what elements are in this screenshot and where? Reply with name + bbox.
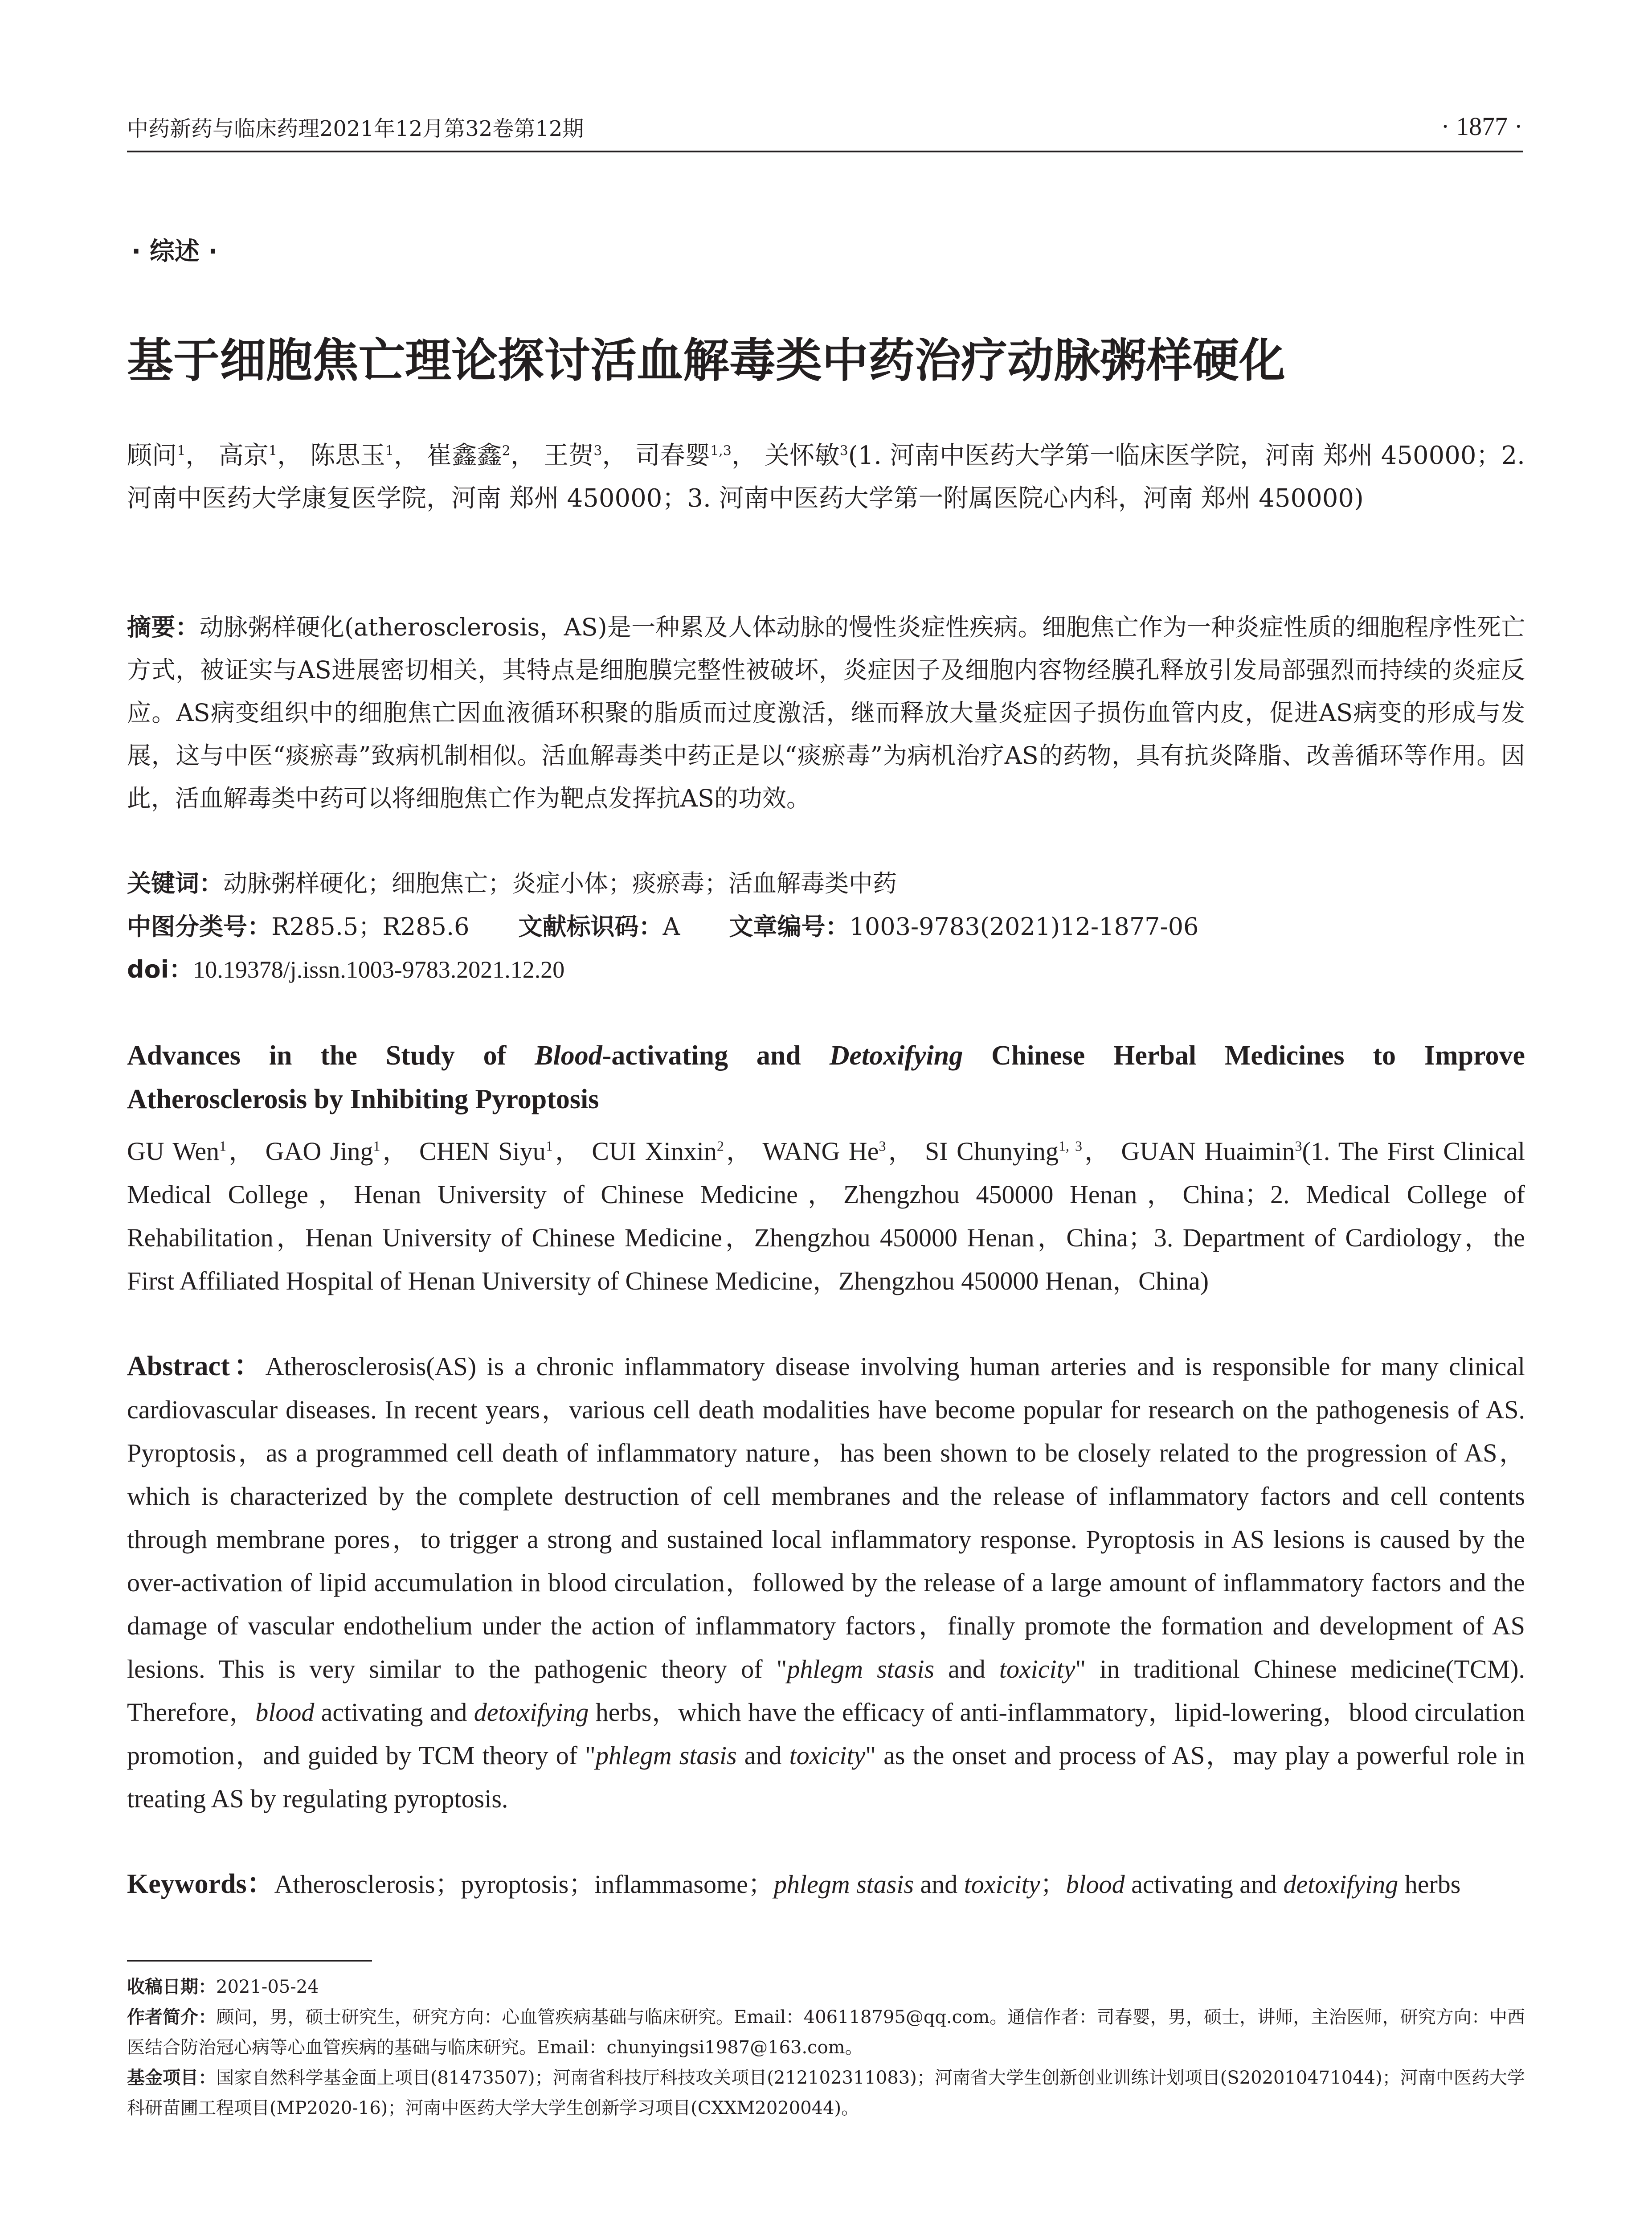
author-name-en: CUI Xinxin$^2$ [592,1137,724,1166]
author-name-en: CHEN Siyu$^1$ [419,1137,553,1166]
author-name: 崔鑫鑫$^2$ [427,441,511,470]
article-title: 基于细胞焦亡理论探讨活血解毒类中药治疗动脉粥样硬化 [127,333,1286,388]
classification-line [127,905,1525,948]
document-code: 文献标识码：A [518,913,680,941]
author-name-en: SI Chunying$^{1, 3}$ [925,1137,1082,1166]
keywords-en: Keywords：Atherosclerosis；pyroptosis；inflammasome；phlegm stasis and toxicity；blood activating and detoxifying herbs [127,1869,1461,1899]
footnote-divider [127,1960,372,1962]
doi-label: doi： [127,955,193,983]
running-header [127,111,1523,152]
abstract-en-label: Abstract： [127,1351,266,1381]
footnote-funding: 基金项目：国家自然科学基金面上项目(81473507)；河南省科技厅科技攻关项目(212102311083)；河南省大学生创新创业训练计划项目(S202010471044)；河南中医药大学科研苗圃工程项目(MP2020-16)；河南中医药大学大学生创新学习项目(CXXM2020044)。 [127,2068,1525,2118]
keywords-cn-text: 动脉粥样硬化；细胞焦亡；炎症小体；痰瘀毒；活血解毒类中药 [223,869,897,897]
author-name-en: GUAN Huaimin$^3$ [1121,1137,1302,1166]
author-name: 顾问$^1$ [127,441,186,470]
abstract-cn-label: 摘要： [127,613,200,641]
footnote-received: 收稿日期：2021-05-24 [127,1977,319,1997]
abstract-cn [127,606,1525,820]
keywords-cn [127,862,1525,905]
author-name-en: GAO Jing$^1$ [265,1137,380,1166]
abstract-en: Abstract：Atherosclerosis(AS) is a chronic inflammatory disease involving human arteries and is responsible for many clinical cardiovascular diseases. In recent years，various cell death modalities have become popular for research on the pathogenesis of AS. Pyroptosis，as a programmed cell death of inflammatory nature，has been shown to be closely related to the progression of AS，which is characterized by the complete destruction of cell membranes and the release of inflammatory factors and cell contents through membrane pores，to trigger a strong and sustained local inflammatory response. Pyroptosis in AS lesions is caused by the over-activation of lipid accumulation in blood circulation，followed by the release of a large amount of inflammatory factors and the damage of vascular endothelium under the action of inflammatory factors，finally promote the formation and development of AS lesions. This is very similar to the pathogenic theory of "phlegm stasis and toxicity" in traditional Chinese medicine(TCM). Therefore，blood activating and detoxifying herbs，which have the efficacy of anti-inflammatory，lipid-lowering，blood circulation promotion，and guided by TCM theory of "phlegm stasis and toxicity" as the onset and process of AS，may play a powerful role in treating AS by regulating pyroptosis. [127,1351,1525,1813]
abstract-cn-text: 动脉粥样硬化(atherosclerosis，AS)是一种累及人体动脉的慢性炎症性疾病。细胞焦亡作为一种炎症性质的细胞程序性死亡方式，被证实与AS进展密切相关，其特点是细胞膜完整性被破坏，炎症因子及细胞内容物经膜孔释放引发局部强烈而持续的炎症反应。AS病变组织中的细胞焦亡因血液循环积聚的脂质而过度激活，继而释放大量炎症因子损伤血管内皮，促进AS病变的形成与发展，这与中医“痰瘀毒”致病机制相似。活血解毒类中药正是以“痰瘀毒”为病机治疗AS的药物，具有抗炎降脂、改善循环等作用。因此，活血解毒类中药可以将细胞焦亡作为靶点发挥抗AS的功效。 [127,613,1525,812]
footnote-author-bio: 作者简介：顾问，男，硕士研究生，研究方向：心血管疾病基础与临床研究。Email：406118795@qq.com。通信作者：司春婴，男，硕士，讲师，主治医师，研究方向：中西医结合防治冠心病等心血管疾病的基础与临床研究。Email：chunyingsi1987@163.com。 [127,2007,1525,2058]
doi-value[interactable]: 10.19378/j.issn.1003-9783.2021.12.20 [193,956,565,983]
author-affiliations-en: (1. The First Clinical Medical College，Henan University of Chinese Medicine，Zhengzhou 450000 Henan，China；2. Medical College of Rehabilitation，Henan University of Chinese Medicine，Zhengzhou 450000 Henan，China；3. Department of Cardiology，the First Affiliated Hospital of Henan University of Chinese Medicine，Zhengzhou 450000 Henan，China) [127,1137,1525,1295]
author-block-en: GU Wen$^1$， GAO Jing$^1$， CHEN Siyu$^1$， CUI Xinxin$^2$， WANG He$^3$， SI Chunying$^{1, 3}$， GUAN Huaimin$^3$(1. The First Clinical Medical College，Henan University of Chinese Medicine，Zhengzhou 450000 Henan，China；2. Medical College of Rehabilitation，Henan University of Chinese Medicine，Zhengzhou 450000 Henan，China；3. Department of Cardiology，the First Affiliated Hospital of Henan University of Chinese Medicine，Zhengzhou 450000 Henan，China) [127,1137,1525,1295]
footnotes [127,1972,1525,2123]
doi-line [127,948,1525,991]
author-affiliations-cn: (1. 河南中医药大学第一临床医学院，河南 郑州 450000；2. 河南中医药大学康复医学院，河南 郑州 450000；3. 河南中医药大学第一附属医院心内科，河南 郑州 450000) [127,441,1525,513]
clc-number: 中图分类号：R285.5；R285.6 [127,913,470,941]
header-divider [127,151,1523,152]
author-name: 司春婴$^{1,3}$ [635,441,732,470]
journal-issue-info: 中药新药与临床药理2021年12月第32卷第12期 [127,116,584,141]
author-name: 陈思玉$^1$ [310,441,394,470]
section-tag: · 综述 · [131,237,218,266]
author-name-en: GU Wen$^1$ [127,1137,227,1166]
author-name: 王贺$^3$ [544,441,602,470]
author-block-cn: 顾问$^1$， 高京$^1$， 陈思玉$^1$， 崔鑫鑫$^2$， 王贺$^3$， 司春婴$^{1,3}$， 关怀敏$^3$(1. 河南中医药大学第一临床医学院，河南 郑州 450000；2. 河南中医药大学康复医学院，河南 郑州 450000；3. 河南中医药大学第一附属医院心内科，河南 郑州 450000) [127,441,1525,513]
page-number: · 1877 · [1441,112,1523,141]
article-title-en: Advances in the Study of Blood-activating and Detoxifying Chinese Herbal Medicines to Improve Atherosclerosis by Inhibiting Pyroptosis [127,1040,1525,1114]
author-name: 关怀敏$^3$ [765,441,848,470]
article-number: 文章编号：1003-9783(2021)12-1877-06 [729,913,1199,941]
keywords-en-label: Keywords： [127,1869,274,1899]
author-name: 高京$^1$ [218,441,278,470]
author-name-en: WANG He$^3$ [762,1137,886,1166]
keywords-cn-label: 关键词： [127,869,223,897]
